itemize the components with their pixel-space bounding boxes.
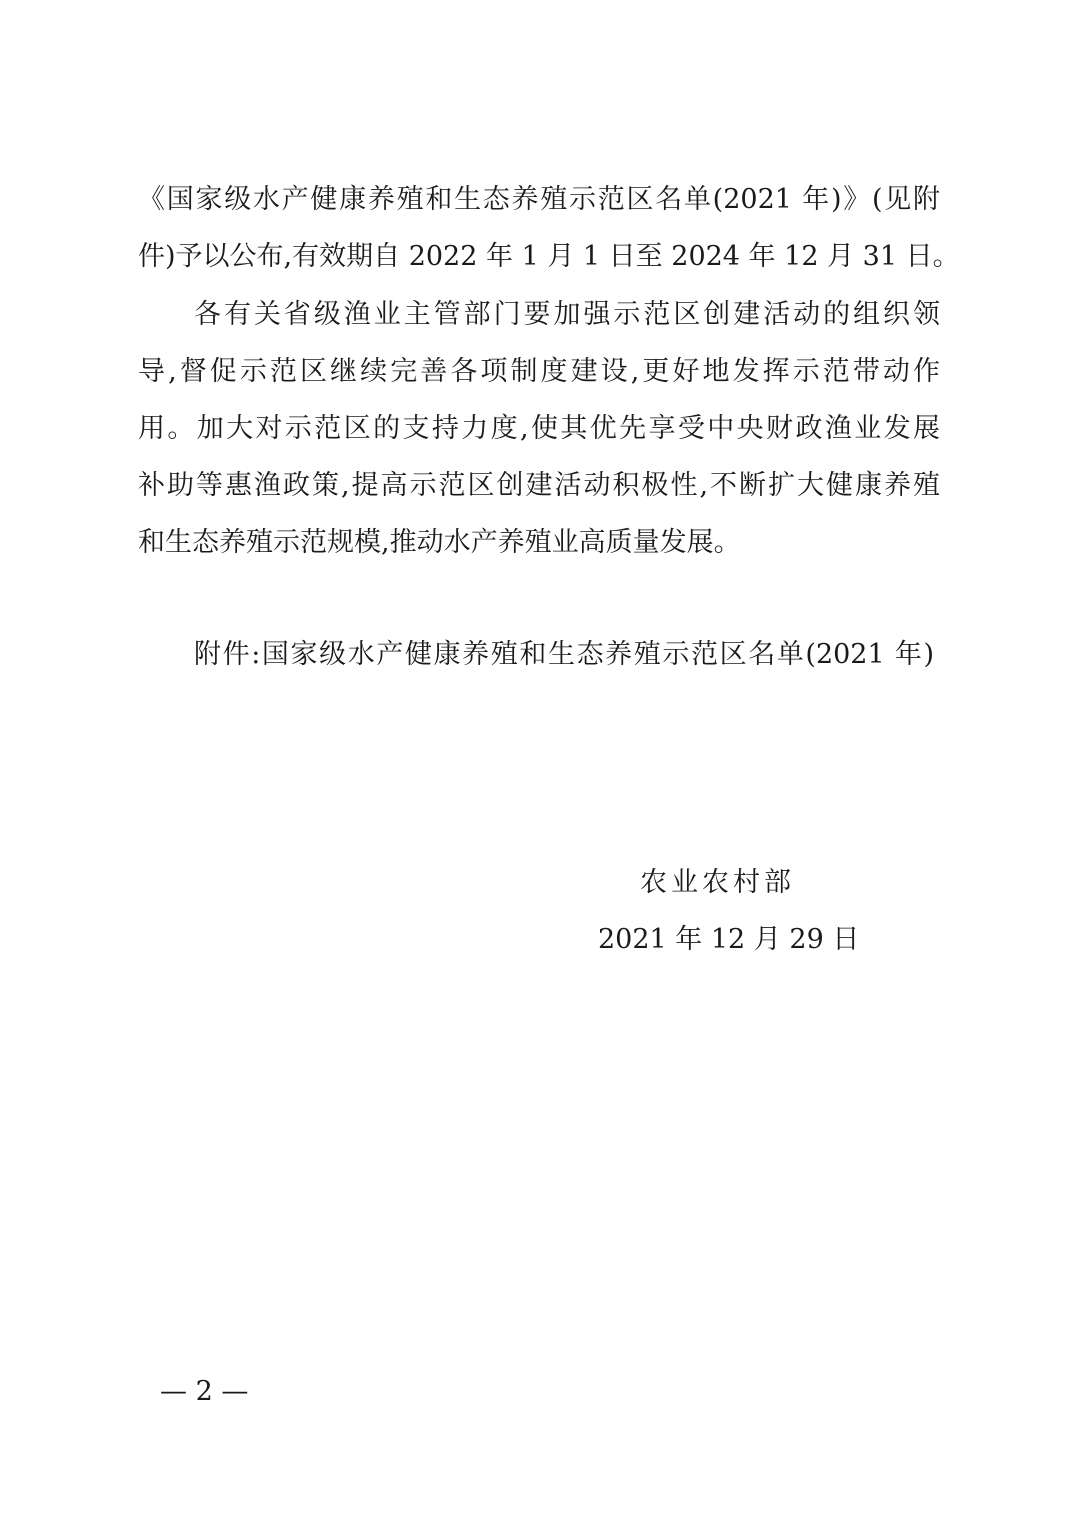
attachment-note: 附件:国家级水产健康养殖和生态养殖示范区名单(2021 年) bbox=[194, 639, 934, 670]
issue-date: 2021 年 12 月 29 日 bbox=[598, 924, 860, 955]
paragraph1-line-1: 《国家级水产健康养殖和生态养殖示范区名单(2021 年)》(见附 bbox=[138, 184, 940, 215]
paragraph1-line-2: 件)予以公布,有效期自 2022 年 1 月 1 日至 2024 年 12 月 31 日。 bbox=[138, 241, 960, 272]
paragraph2-line-1: 各有关省级渔业主管部门要加强示范区创建活动的组织领 bbox=[194, 299, 940, 330]
paragraph2-line-5: 和生态养殖示范规模,推动水产养殖业高质量发展。 bbox=[138, 527, 741, 558]
paragraph2-line-2: 导,督促示范区继续完善各项制度建设,更好地发挥示范带动作 bbox=[138, 356, 940, 387]
page-number: — 2 — bbox=[160, 1376, 249, 1407]
issuer-signature: 农业农村部 bbox=[640, 867, 795, 898]
paragraph2-line-3: 用。加大对示范区的支持力度,使其优先享受中央财政渔业发展 bbox=[138, 413, 940, 444]
paragraph2-line-4: 补助等惠渔政策,提高示范区创建活动积极性,不断扩大健康养殖 bbox=[138, 470, 940, 501]
